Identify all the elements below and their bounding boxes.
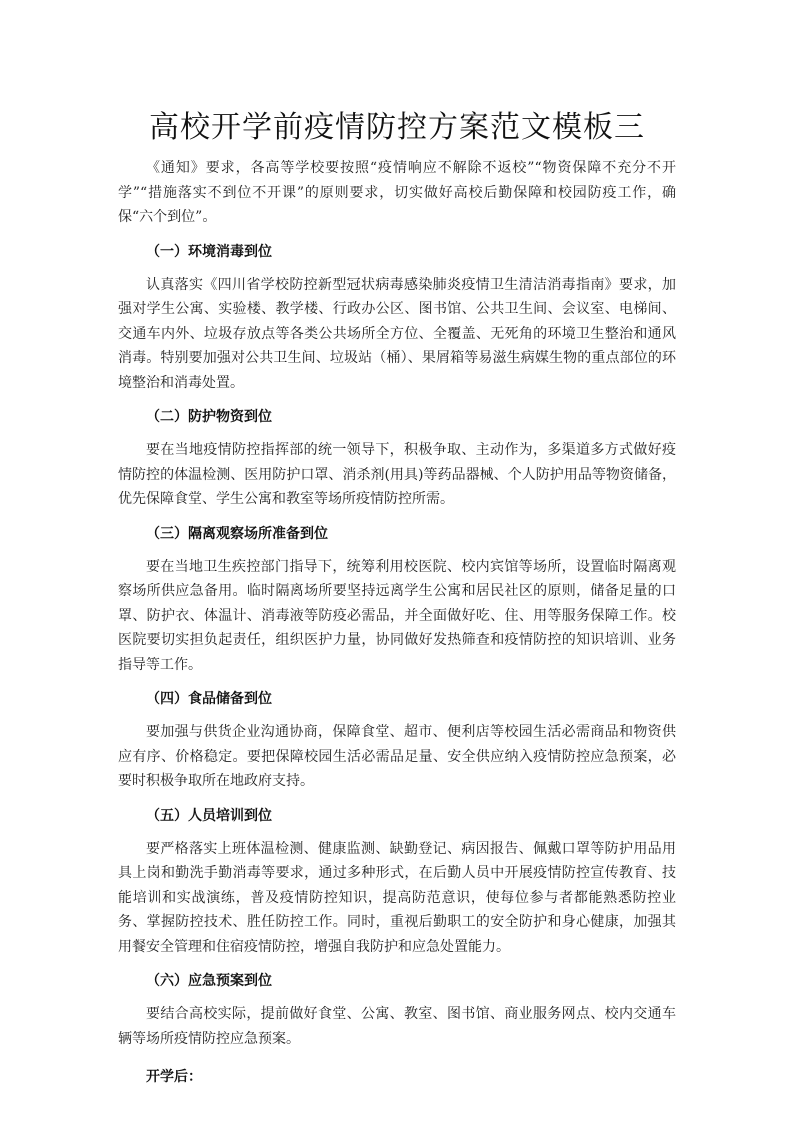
section-heading: （五）人员培训到位 bbox=[146, 807, 272, 824]
section-heading: （一）环境消毒到位 bbox=[146, 243, 272, 260]
section-body: 要结合高校实际，提前做好食堂、公寓、教室、图书馆、商业服务网点、校内交通车辆等场所疫情防控应急预案。 bbox=[118, 1006, 676, 1047]
section-heading: （六）应急预案到位 bbox=[146, 973, 272, 989]
section-body: 要加强与供货企业沟通协商，保障食堂、超市、便利店等校园生活必需商品和物资供应有序、价格稳定。要把保障校园生活必需品足量、安全供应纳入疫情防控应急预案，必要时积极争取所在地政府支持。 bbox=[118, 724, 676, 789]
section-body: 要在当地疫情防控指挥部的统一领导下，积极争取、主动作为，多渠道多方式做好疫情防控的体温检测、医用防护口罩、消杀剂(用具)等药品器械、个人防护用品等物资储备，优先保障食堂、学生公寓和教室等场所疫情防控所需。 bbox=[118, 442, 676, 507]
section-body: 认真落实《四川省学校防控新型冠状病毒感染肺炎疫情卫生清洁消毒指南》要求，加强对学生公寓、实验楼、教学楼、行政办公区、图书馆、公共卫生间、会议室、电梯间、交通车内外、垃圾存放点等各类公共场所全方位、全覆盖、无死角的环境卫生整治和通风消毒。特别要加强对公共卫生间、垃圾站（桶）、果屑箱等易滋生病媒生物的重点部位的环境整治和消毒处置。 bbox=[118, 276, 676, 391]
section-heading: （四）食品储备到位 bbox=[146, 691, 272, 707]
section-body: 要在当地卫生疾控部门指导下，统筹利用校医院、校内宾馆等场所，设置临时隔离观察场所供应急备用。临时隔离场所要坚持远离学生公寓和居民社区的原则，储备足量的口罩、防护衣、体温计、消毒液等防疫必需品，并全面做好吃、住、用等服务保障工作。校医院要切实担负起责任，组织医护力量，协同做好发热筛查和疫情防控的知识培训、业务指导等工作。 bbox=[118, 558, 676, 673]
section-body: 要严格落实上班体温检测、健康监测、缺勤登记、病因报告、佩戴口罩等防护用品用具上岗和勤洗手勤消毒等要求，通过多种形式，在后勤人员中开展疫情防控宣传教育、技能培训和实战演练，普及疫情防控知识，提高防范意识，使每位参与者都能熟悉防控业务、掌握防控技术、胜任防控工作。同时，重视后勤职工的安全防护和身心健康，加强其用餐安全管理和住宿疫情防控，增强自我防护和应急处置能力。 bbox=[118, 840, 676, 955]
closing-heading: 开学后： bbox=[146, 1069, 202, 1085]
section-heading: （三）隔离观察场所准备到位 bbox=[146, 525, 328, 542]
intro-paragraph: 《通知》要求，各高等学校要按照“疫情响应不解除不返校”“物资保障不充分不开学”“措施落实不到位不开课”的原则要求，切实做好高校后勤保障和校园防疫工作，确保“六个到位”。 bbox=[118, 160, 676, 225]
section-heading: （二）防护物资到位 bbox=[146, 409, 272, 425]
document-title: 高校开学前疫情防控方案范文模板三 bbox=[149, 110, 645, 145]
